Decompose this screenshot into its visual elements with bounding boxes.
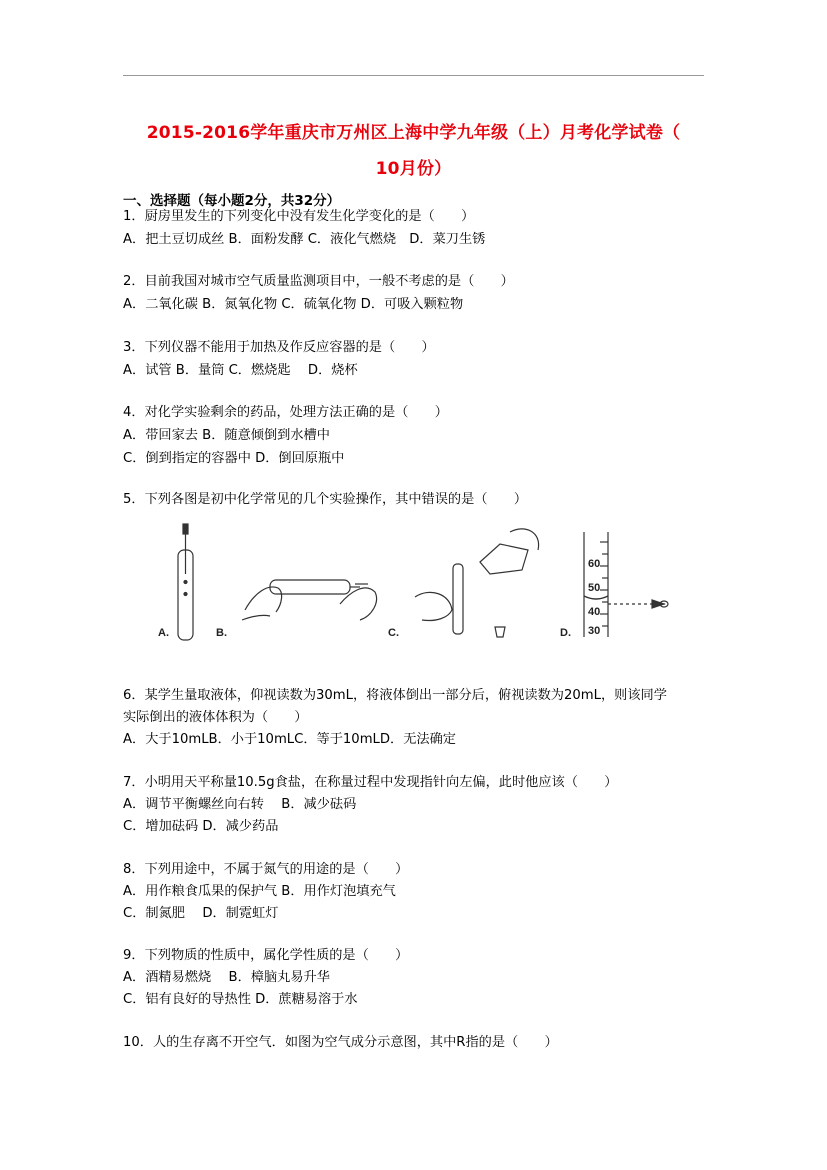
question-8-stem: 8．下列用途中，不属于氮气的用途的是（ ） <box>123 862 409 877</box>
question-8-options-2: C．制氮肥 D．制霓虹灯 <box>123 906 279 921</box>
question-4-stem: 4．对化学实验剩余的药品，处理方法正确的是（ ） <box>123 405 448 420</box>
header-rule <box>123 75 704 76</box>
question-3-stem: 3．下列仪器不能用于加热及作反应容器的是（ ） <box>123 340 435 355</box>
question-6-stem-cont: 实际倒出的液体体积为（ ） <box>123 710 308 725</box>
figure-b-heating <box>242 580 377 620</box>
question-5-stem: 5．下列各图是初中化学常见的几个实验操作，其中错误的是（ ） <box>123 492 528 507</box>
question-9-stem: 9．下列物质的性质中，属化学性质的是（ ） <box>123 948 409 963</box>
question-2-stem: 2．目前我国对城市空气质量监测项目中，一般不考虑的是（ ） <box>123 274 514 289</box>
figure-label-b: B. <box>216 627 227 639</box>
question-6-stem: 6．某学生量取液体，仰视读数为30mL，将液体倒出一部分后，俯视读数为20mL，则该同学 <box>123 688 667 703</box>
question-9-options-2: C．铝有良好的导热性 D．蔗糖易溶于水 <box>123 992 358 1007</box>
figure-a-dropper <box>178 524 193 640</box>
question-8-options-1: A．用作粮食瓜果的保护气 B．用作灯泡填充气 <box>123 884 396 899</box>
question-7-options-2: C．增加砝码 D．减少药品 <box>123 819 279 834</box>
question-2-options: A．二氧化碳 B．氮氧化物 C．硫氧化物 D．可吸入颗粒物 <box>123 297 464 312</box>
figure-label-d: D. <box>560 627 571 639</box>
question-9-options-1: A．酒精易燃烧 B．樟脑丸易升华 <box>123 970 330 985</box>
scale-tick-60: 60 <box>588 558 601 570</box>
section-heading: 一、选择题（每小题2分，共32分） <box>123 193 341 209</box>
question-10-stem: 10．人的生存离不开空气．如图为空气成分示意图，其中R指的是（ ） <box>123 1035 558 1050</box>
scale-tick-50: 50 <box>588 582 601 594</box>
question-6-options: A．大于10mLB．小于10mLC．等于10mLD．无法确定 <box>123 732 456 747</box>
page-title-line2: 10月份） <box>375 159 452 179</box>
scale-tick-40: 40 <box>588 606 601 618</box>
question-4-options-2: C．倒到指定的容器中 D．倒回原瓶中 <box>123 451 345 466</box>
page-title-line1: 2015-2016学年重庆市万州区上海中学九年级（上）月考化学试卷（ <box>146 123 681 143</box>
question-1-stem: 1．厨房里发生的下列变化中没有发生化学变化的是（ ） <box>123 209 475 224</box>
question-4-options-1: A．带回家去 B．随意倾倒到水槽中 <box>123 428 330 443</box>
lab-operations-figure <box>150 522 675 644</box>
figure-label-c: C. <box>388 627 399 639</box>
question-3-options: A．试管 B．量筒 C．燃烧匙 D．烧杯 <box>123 363 358 378</box>
question-7-stem: 7．小明用天平称量10.5g食盐，在称量过程中发现指针向左偏，此时他应该（ ） <box>123 775 618 790</box>
scale-tick-30: 30 <box>588 625 601 637</box>
figure-c-pouring <box>415 529 539 637</box>
question-1-options: A．把土豆切成丝 B．面粉发酵 C．液化气燃烧 D．菜刀生锈 <box>123 232 486 247</box>
figure-label-a: A. <box>158 627 169 639</box>
question-7-options-1: A．调节平衡螺丝向右转 B．减少砝码 <box>123 797 357 812</box>
